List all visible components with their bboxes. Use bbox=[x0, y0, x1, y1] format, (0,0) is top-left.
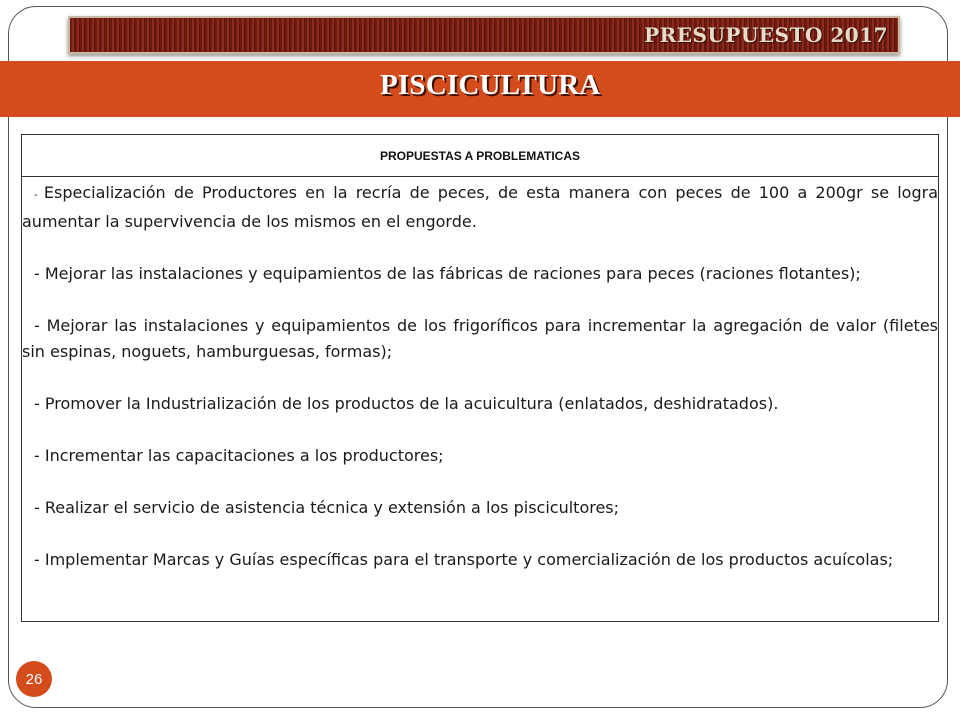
table-body bbox=[22, 177, 938, 573]
proposal-item: - Especialización de Productores en la recría de peces, de esta manera con peces de 100 a 200gr se logra aumentar la supervivencia de los mismos en el engorde. bbox=[22, 183, 939, 231]
proposal-text: Mejorar las instalaciones y equipamientos de los frigoríficos para incrementar la agregación de valor (filetes sin espinas, noguets, hamburguesas, formas); bbox=[22, 316, 938, 361]
top-banner bbox=[68, 16, 900, 54]
page-number-badge: 26 bbox=[16, 661, 52, 697]
proposal-text: Mejorar las instalaciones y equipamientos de las fábricas de raciones para peces (raciones flotantes); bbox=[44, 264, 861, 283]
section-title: PISCICULTURA bbox=[380, 69, 601, 101]
section-bar bbox=[0, 61, 960, 117]
proposal-item: - Incrementar las capacitaciones a los productores; bbox=[34, 446, 444, 465]
proposal-text: Promover la Industrialización de los productos de la acuicultura (enlatados, deshidratados). bbox=[44, 394, 779, 413]
proposal-text: Realizar el servicio de asistencia técnica y extensión a los piscicultores; bbox=[44, 498, 620, 517]
proposal-text: Implementar Marcas y Guías específicas para el transporte y comercialización de los productos acuícolas; bbox=[44, 550, 894, 569]
proposal-item: - Mejorar las instalaciones y equipamientos de las fábricas de raciones para peces (raciones flotantes); bbox=[34, 264, 861, 283]
proposals-table bbox=[21, 134, 939, 622]
table-header: PROPUESTAS A PROBLEMATICAS bbox=[22, 135, 938, 177]
proposal-text: Especialización de Productores en la recría de peces, de esta manera con peces de 100 a 200gr se logra aumentar la supervivencia de los mismos en el engorde. bbox=[22, 183, 939, 231]
proposal-text: Incrementar las capacitaciones a los productores; bbox=[44, 446, 444, 465]
proposal-item: - Implementar Marcas y Guías específicas para el transporte y comercialización de los productos acuícolas; bbox=[34, 550, 894, 569]
banner-title: PRESUPUESTO 2017 bbox=[644, 23, 888, 47]
proposal-item: - Promover la Industrialización de los productos de la acuicultura (enlatados, deshidratados). bbox=[34, 394, 779, 413]
proposal-item: - Realizar el servicio de asistencia técnica y extensión a los piscicultores; bbox=[34, 498, 620, 517]
proposal-item: - Mejorar las instalaciones y equipamientos de los frigoríficos para incrementar la agregación de valor (filetes sin espinas, noguets, hamburguesas, formas); bbox=[22, 316, 938, 361]
